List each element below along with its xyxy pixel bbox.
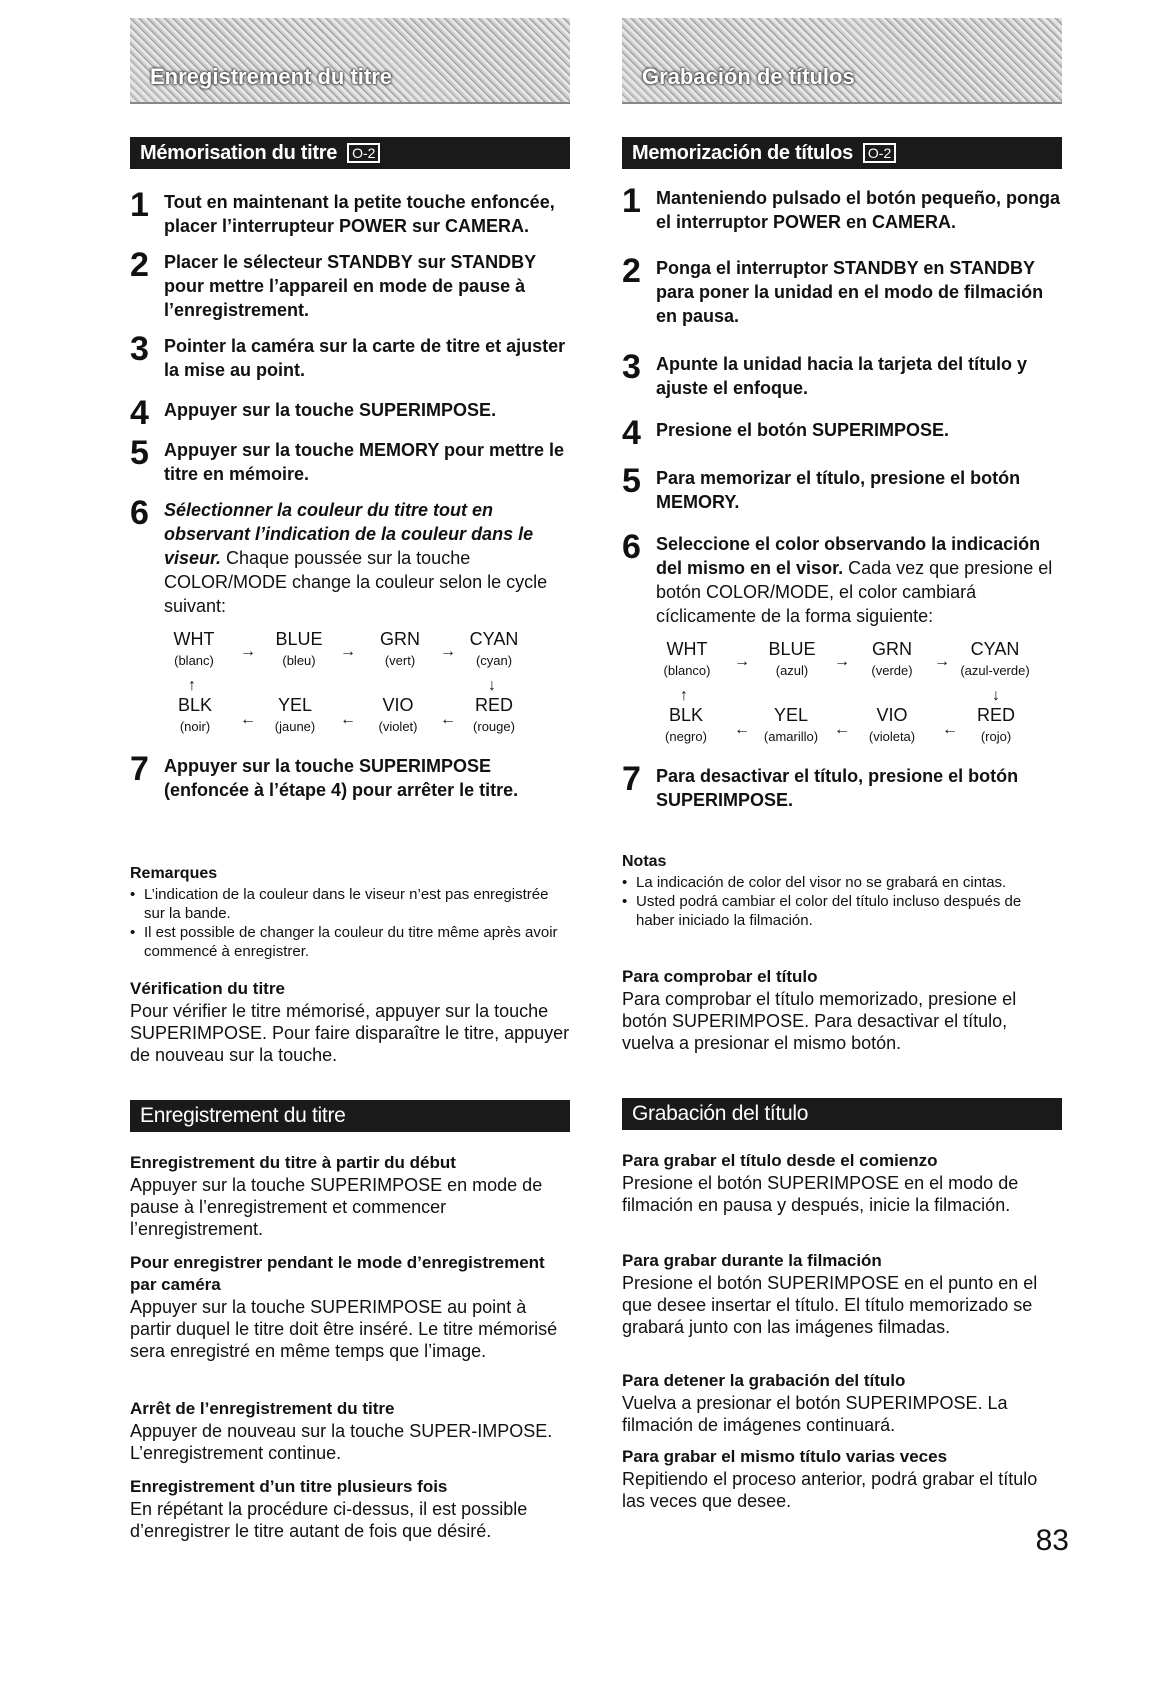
left-step-7 bbox=[130, 750, 570, 802]
right-section1-header bbox=[622, 137, 1062, 169]
right-banner-title: Grabación de títulos bbox=[642, 64, 855, 89]
color-item: BLUE (azul) bbox=[768, 639, 816, 678]
step-number: 4 bbox=[622, 414, 641, 452]
color-item: VIO (violeta) bbox=[868, 705, 916, 744]
step-number: 4 bbox=[130, 394, 149, 432]
right-step-5 bbox=[622, 462, 1062, 514]
right-step-2 bbox=[622, 252, 1062, 328]
para-title: Para grabar el título desde el comienzo bbox=[622, 1151, 938, 1170]
step-text: Appuyer sur la touche SUPERIMPOSE (enfoncée à l’étape 4) pour arrêter le titre. bbox=[164, 756, 519, 800]
left-para-2 bbox=[130, 1252, 570, 1362]
verification-text: Pour vérifier le titre mémorisé, appuyer sur la touche SUPERIMPOSE. Pour faire disparaître le titre, appuyer de nouveau sur la touche. bbox=[130, 1001, 570, 1065]
step-text: Apunte la unidad hacia la tarjeta del título y ajuste el enfoque. bbox=[656, 354, 1028, 398]
color-item: BLUE (bleu) bbox=[275, 629, 323, 668]
step-number: 3 bbox=[130, 330, 149, 368]
step-text-bold: Sélectionner la couleur du titre tout en observant l’indication de la couleur dans le viseur. bbox=[164, 500, 534, 568]
color-item: GRN (verde) bbox=[871, 639, 913, 678]
para-text: Presione el botón SUPERIMPOSE en el punto en el que desee insertar el título. El título memorizado se grabará junto con las imágenes filmadas. bbox=[622, 1273, 1038, 1337]
step-number: 7 bbox=[130, 750, 149, 788]
step-number: 6 bbox=[130, 494, 149, 532]
note-item: • La indicación de color del visor no se grabará en cintas. bbox=[622, 873, 1062, 892]
left-color-cycle: WHT (blanc) → BLUE (bleu) → GRN (vert) → CYAN (cyan) ↑ ↓ BLK (noir) ← YEL (jaune) ← VIO (violet) ← RED (rouge) bbox=[164, 628, 570, 740]
step-number: 2 bbox=[622, 252, 641, 290]
color-item: YEL (amarillo) bbox=[763, 705, 819, 744]
verification-text: Para comprobar el título memorizado, presione el botón SUPERIMPOSE. Para desactivar el título, vuelva a presionar el mismo botón. bbox=[622, 989, 1017, 1053]
right-step-4 bbox=[622, 414, 1062, 452]
step-number: 7 bbox=[622, 760, 641, 798]
left-section1-title: Mémorisation du titre bbox=[140, 141, 338, 164]
color-item: CYAN (cyan) bbox=[469, 629, 519, 668]
color-item: WHT (blanco) bbox=[663, 639, 711, 678]
color-item: VIO (violet) bbox=[378, 695, 418, 734]
step-text: Appuyer sur la touche MEMORY pour mettre le titre en mémoire. bbox=[164, 440, 565, 484]
left-step-5 bbox=[130, 434, 570, 486]
para-text: Appuyer de nouveau sur la touche SUPER-IMPOSE. L’enregistrement continue. bbox=[130, 1421, 553, 1463]
step-number: 1 bbox=[622, 182, 641, 220]
step-text: Ponga el interruptor STANDBY en STANDBY para poner la unidad en el modo de filmación en pausa. bbox=[656, 258, 1044, 326]
step-number: 6 bbox=[622, 528, 641, 566]
right-para-4 bbox=[622, 1446, 1062, 1512]
step-text: Chaque poussée sur la touche COLOR/MODE change la couleur selon le cycle suivant: bbox=[164, 548, 548, 616]
left-notes bbox=[130, 864, 570, 961]
notes-title: Notas bbox=[622, 853, 667, 870]
verification-title: Para comprobar el título bbox=[622, 967, 818, 986]
step-text: Pointer la caméra sur la carte de titre et ajuster la mise au point. bbox=[164, 336, 566, 380]
step-text: Para memorizar el título, presione el botón MEMORY. bbox=[656, 468, 1021, 512]
left-section1-tag: O-2 bbox=[347, 143, 380, 163]
para-text: En répétant la procédure ci-dessus, il est possible d’enregistrer le titre autant de fois que désiré. bbox=[130, 1499, 528, 1541]
left-step-3 bbox=[130, 330, 570, 382]
notes-title: Remarques bbox=[130, 865, 218, 882]
right-step-7 bbox=[622, 760, 1062, 812]
verification-title: Vérification du titre bbox=[130, 979, 285, 998]
step-text-bold: Seleccione el color observando la indicación del mismo en el visor. bbox=[656, 534, 1041, 578]
step-number: 5 bbox=[622, 462, 641, 500]
step-text: Para desactivar el título, presione el botón SUPERIMPOSE. bbox=[656, 766, 1019, 810]
left-step-2 bbox=[130, 246, 570, 322]
left-verification bbox=[130, 978, 570, 1066]
right-color-cycle: WHT (blanco) → BLUE (azul) → GRN (verde) → CYAN (azul-verde) ↑ ↓ BLK (negro) ← YEL (amarillo) ← VIO (violeta) ← RED (rojo) bbox=[656, 638, 1062, 750]
para-title: Para grabar el mismo título varias veces bbox=[622, 1447, 948, 1466]
left-step-6 bbox=[130, 494, 570, 740]
right-section2-title: Grabación del título bbox=[632, 1102, 809, 1125]
step-number: 2 bbox=[130, 246, 149, 284]
step-number: 1 bbox=[130, 186, 149, 224]
right-step-3 bbox=[622, 348, 1062, 400]
right-verification bbox=[622, 966, 1062, 1054]
step-text: Presione el botón SUPERIMPOSE. bbox=[656, 420, 950, 440]
right-section1-tag: O-2 bbox=[863, 143, 896, 163]
step-text: Placer le sélecteur STANDBY sur STANDBY pour mettre l’appareil en mode de pause à l’enregistrement. bbox=[164, 252, 536, 320]
right-notes bbox=[622, 852, 1062, 930]
left-step-4 bbox=[130, 394, 570, 432]
para-title: Enregistrement du titre à partir du début bbox=[130, 1153, 456, 1172]
step-text: Tout en maintenant la petite touche enfoncée, placer l’interrupteur POWER sur CAMERA. bbox=[164, 192, 555, 236]
para-title: Enregistrement d’un titre plusieurs fois bbox=[130, 1477, 448, 1496]
note-item: • Il est possible de changer la couleur du titre même après avoir commencé à enregistrer. bbox=[130, 923, 570, 961]
color-item: YEL (jaune) bbox=[274, 695, 316, 734]
right-para-1 bbox=[622, 1150, 1062, 1216]
left-para-4 bbox=[130, 1476, 570, 1542]
note-item: • Usted podrá cambiar el color del título incluso después de haber iniciado la filmación. bbox=[622, 892, 1062, 930]
para-title: Pour enregistrer pendant le mode d’enregistrement par caméra bbox=[130, 1253, 545, 1294]
para-text: Presione el botón SUPERIMPOSE en el modo de filmación en pausa y después, inicie la filmación. bbox=[622, 1173, 1019, 1215]
para-text: Appuyer sur la touche SUPERIMPOSE au point à partir duquel le titre doit être inséré. Le titre mémorisé sera enregistré en même temps que l’image. bbox=[130, 1297, 558, 1361]
color-item: BLK (noir) bbox=[177, 695, 213, 734]
color-item: RED (rouge) bbox=[473, 695, 515, 734]
para-text: Appuyer sur la touche SUPERIMPOSE en mode de pause à l’enregistrement et commencer l’enregistrement. bbox=[130, 1175, 543, 1239]
right-steps bbox=[622, 182, 1062, 812]
step-text: Cada vez que presione el botón COLOR/MODE, el color cambiará cíclicamente de la forma siguiente: bbox=[656, 558, 1053, 626]
right-step-1 bbox=[622, 182, 1062, 234]
left-section1-header bbox=[130, 137, 570, 169]
para-title: Arrêt de l’enregistrement du titre bbox=[130, 1399, 395, 1418]
left-banner-title: Enregistrement du titre bbox=[150, 64, 393, 89]
left-section2-title: Enregistrement du titre bbox=[140, 1104, 346, 1127]
color-item: RED (rojo) bbox=[976, 705, 1015, 744]
color-item: CYAN (azul-verde) bbox=[960, 639, 1030, 678]
step-number: 3 bbox=[622, 348, 641, 386]
color-item: BLK (negro) bbox=[665, 705, 707, 744]
left-para-3 bbox=[130, 1398, 570, 1464]
step-text: Appuyer sur la touche SUPERIMPOSE. bbox=[164, 400, 497, 420]
page-number: 83 bbox=[1035, 1524, 1069, 1557]
left-banner bbox=[130, 18, 570, 104]
step-text: Manteniendo pulsado el botón pequeño, ponga el interruptor POWER en CAMERA. bbox=[656, 188, 1060, 232]
left-section2-header bbox=[130, 1100, 570, 1132]
step-number: 5 bbox=[130, 434, 149, 472]
para-title: Para detener la grabación del título bbox=[622, 1371, 906, 1390]
left-para-1 bbox=[130, 1152, 570, 1240]
right-banner bbox=[622, 18, 1062, 104]
color-item: WHT (blanc) bbox=[173, 629, 215, 668]
left-steps bbox=[130, 186, 570, 802]
left-step-1 bbox=[130, 186, 570, 238]
note-item: • L’indication de la couleur dans le viseur n’est pas enregistrée sur la bande. bbox=[130, 885, 570, 923]
para-text: Repitiendo el proceso anterior, podrá grabar el título las veces que desee. bbox=[622, 1469, 1038, 1511]
right-para-2 bbox=[622, 1250, 1062, 1338]
right-section1-title: Memorización de títulos bbox=[632, 141, 853, 164]
right-para-3 bbox=[622, 1370, 1062, 1436]
para-title: Para grabar durante la filmación bbox=[622, 1251, 882, 1270]
color-item: GRN (vert) bbox=[380, 629, 420, 668]
para-text: Vuelva a presionar el botón SUPERIMPOSE. La filmación de imágenes continuará. bbox=[622, 1393, 1008, 1435]
right-section2-header bbox=[622, 1098, 1062, 1130]
right-step-6 bbox=[622, 528, 1062, 750]
